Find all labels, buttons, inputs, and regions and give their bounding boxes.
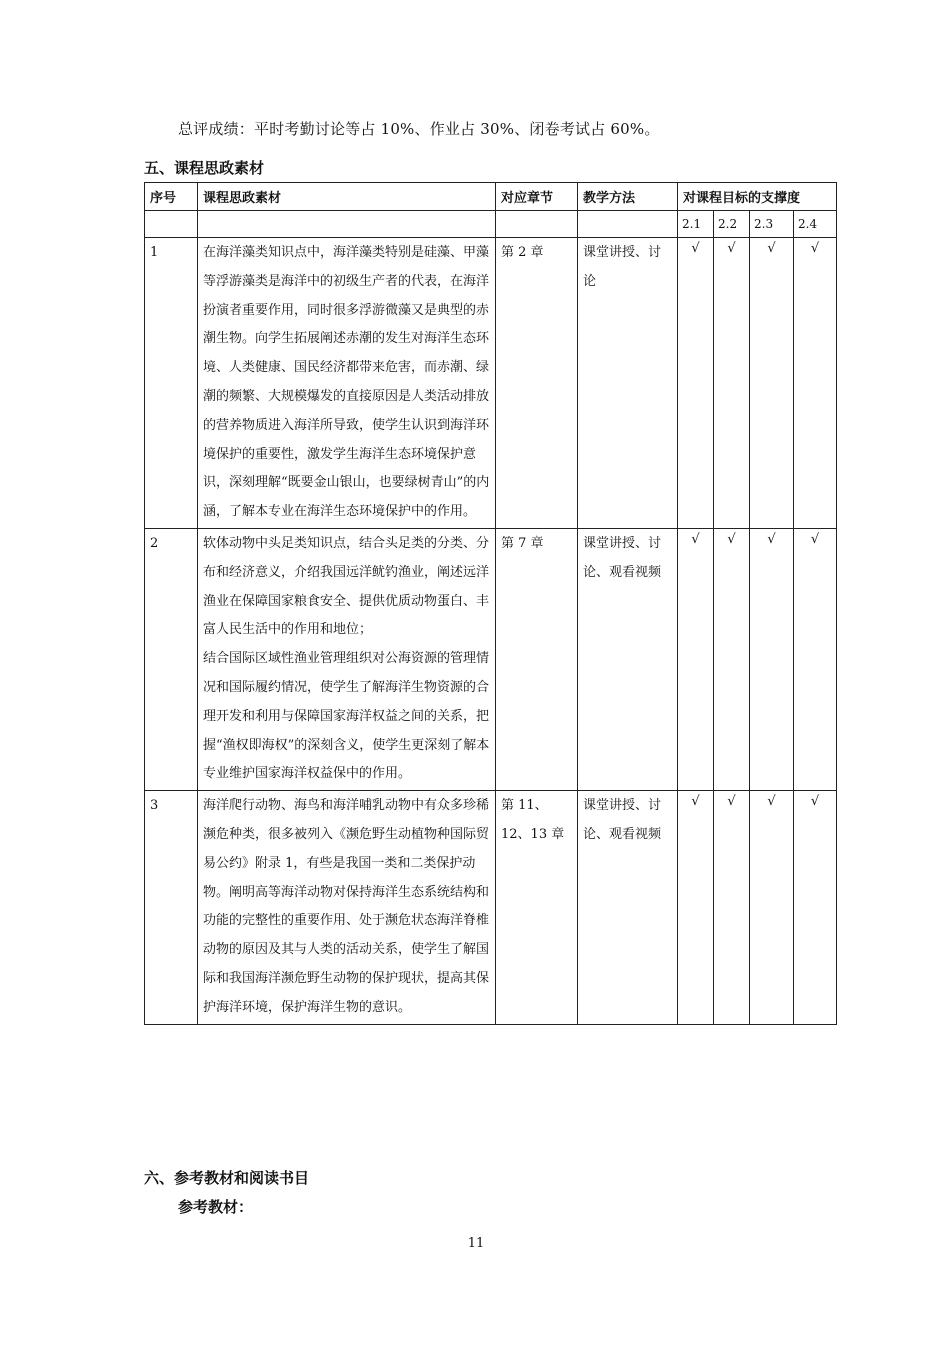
target-2-4: 2.4 [794, 211, 837, 238]
check-mark: √ [678, 528, 714, 790]
row-chapter: 第 11、12、13 章 [496, 791, 578, 1024]
row-material [198, 238, 496, 529]
row-material [198, 791, 496, 1024]
check-mark: √ [750, 791, 794, 1024]
target-2-3: 2.3 [750, 211, 794, 238]
grading-summary: 总评成绩：平时考勤讨论等占 10%、作业占 30%、闭卷考试占 60%。 [178, 120, 660, 138]
check-mark: √ [750, 238, 794, 529]
material-paragraph: 海洋爬行动物、海鸟和海洋哺乳动物中有众多珍稀濒危种类，很多被列入《濒危野生动植物种国际贸易公约》附录 1，有些是我国一类和二类保护动物。阐明高等海洋动物对保持海洋生态系统结构和功能的完整性的重要作用、处于濒危状态海洋脊椎动物的原因及其与人类的活动关系，使学生了解国际和我国海洋濒危野生动物的保护现状，提高其保护海洋环境，保护海洋生物的意识。 [203, 798, 490, 1015]
target-2-2: 2.2 [714, 211, 750, 238]
check-mark: √ [750, 528, 794, 790]
check-mark: √ [794, 791, 837, 1024]
material-paragraph: 结合国际区域性渔业管理组织对公海资源的管理情况和国际履约情况，使学生了解海洋生物资源的合理开发和利用与保障国家海洋权益之间的关系，把握“渔权即海权”的深刻含义，使学生更深刻了解本专业维护国家海洋权益保中的作用。 [203, 651, 490, 782]
row-material [198, 528, 496, 790]
row-method: 课堂讲授、讨论、观看视频 [578, 528, 678, 790]
header-support: 对课程目标的支撑度 [678, 183, 837, 211]
reference-textbooks-title: 参考教材： [178, 1198, 254, 1216]
check-mark: √ [794, 238, 837, 529]
table-row [145, 528, 837, 790]
header-chapter: 对应章节 [496, 183, 578, 211]
section-6-title: 六、参考教材和阅读书目 [144, 1169, 310, 1187]
check-mark: √ [714, 238, 750, 529]
table-row [145, 238, 837, 529]
header-material: 课程思政素材 [198, 183, 496, 211]
row-chapter: 第 7 章 [496, 528, 578, 790]
row-method: 课堂讲授、讨论 [578, 238, 678, 529]
header-method: 教学方法 [578, 183, 678, 211]
row-number: 1 [145, 238, 198, 529]
check-mark: √ [678, 238, 714, 529]
row-method: 课堂讲授、讨论、观看视频 [578, 791, 678, 1024]
table-header-row [145, 183, 837, 211]
material-paragraph: 在海洋藻类知识点中，海洋藻类特别是硅藻、甲藻等浮游藻类是海洋中的初级生产者的代表，在海洋扮演者重要作用，同时很多浮游微藻又是典型的赤潮生物。向学生拓展阐述赤潮的发生对海洋生态环境、人类健康、国民经济都带来危害，而赤潮、绿潮的频繁、大规模爆发的直接原因是人类活动排放的营养物质进入海洋所导致，使学生认识到海洋环境保护的重要性，激发学生海洋生态环境保护意识，深刻理解“既要金山银山，也要绿树青山”的内涵，了解本专业在海洋生态环境保护中的作用。 [203, 245, 490, 520]
check-mark: √ [714, 791, 750, 1024]
check-mark: √ [678, 791, 714, 1024]
row-number: 2 [145, 528, 198, 790]
page-number: 11 [467, 1236, 485, 1251]
target-2-1: 2.1 [678, 211, 714, 238]
check-mark: √ [714, 528, 750, 790]
material-paragraph: 软体动物中头足类知识点，结合头足类的分类、分布和经济意义，介绍我国远洋鱿钓渔业，阐述远洋渔业在保障国家粮食安全、提供优质动物蛋白、丰富人民生活中的作用和地位； [203, 535, 490, 638]
header-no: 序号 [145, 183, 198, 211]
section-5-title: 五、课程思政素材 [144, 159, 265, 177]
table-subheader-row [145, 211, 837, 238]
table-row [145, 791, 837, 1024]
ideology-material-table [144, 182, 837, 1025]
row-chapter: 第 2 章 [496, 238, 578, 529]
check-mark: √ [794, 528, 837, 790]
row-number: 3 [145, 791, 198, 1024]
